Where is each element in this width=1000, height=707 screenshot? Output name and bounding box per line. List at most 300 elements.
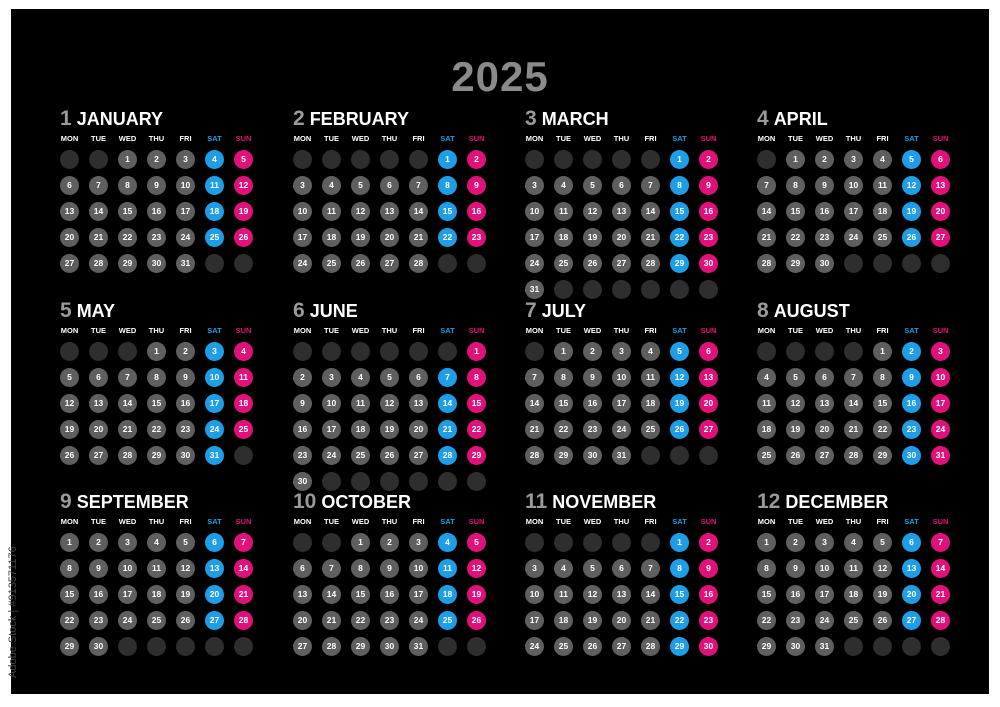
day-cell: 5 [380,368,399,387]
day-cell: 30 [147,254,166,273]
weekday-label: MON [293,134,312,143]
day-cell: 30 [89,637,108,656]
day-cell: 20 [931,202,950,221]
day-cell: 15 [873,394,892,413]
day-cell: 6 [205,533,224,552]
month-number: 7 [525,299,537,322]
day-cell: 5 [873,533,892,552]
month-number: 9 [60,490,72,513]
empty-day-dot [815,342,834,361]
month-header [293,490,411,516]
day-cell: 27 [612,254,631,273]
day-cell: 19 [380,420,399,439]
empty-day-dot [641,533,660,552]
day-cell: 31 [409,637,428,656]
day-cell: 3 [322,368,341,387]
day-cell: 11 [844,559,863,578]
month-name: FEBRUARY [309,109,410,129]
day-cell: 27 [815,446,834,465]
day-cell: 10 [176,176,195,195]
day-cell: 13 [205,559,224,578]
weekday-label: FRI [412,326,425,335]
weekday-label: WED [118,326,137,335]
day-cell: 7 [757,176,776,195]
empty-day-dot [525,150,544,169]
day-cell: 13 [380,202,399,221]
day-cell: 28 [118,446,137,465]
day-cell: 23 [699,228,718,247]
weekday-label: SAT [672,517,687,526]
month-january [60,107,260,287]
day-cell: 10 [844,176,863,195]
day-cell: 21 [844,420,863,439]
month-february [293,107,493,287]
day-cell: 23 [380,611,399,630]
weekday-label: WED [351,134,370,143]
day-cell: 1 [786,150,805,169]
day-cell: 24 [409,611,428,630]
weekday-label: SAT [672,326,687,335]
day-cell: 24 [844,228,863,247]
day-cell: 22 [670,611,689,630]
empty-day-dot [757,150,776,169]
day-cell: 21 [641,611,660,630]
weekday-label: THU [613,517,630,526]
day-cell: 14 [118,394,137,413]
month-september [60,490,260,670]
month-header [293,299,358,325]
day-cell: 14 [234,559,253,578]
day-cell: 4 [757,368,776,387]
day-cell: 3 [612,342,631,361]
empty-day-dot [176,637,195,656]
day-cell: 5 [583,559,602,578]
month-header [293,107,409,133]
month-name: AUGUST [773,301,850,321]
weekday-label: SAT [904,517,919,526]
day-cell: 24 [525,637,544,656]
weekday-label: TUE [324,134,339,143]
day-cell: 11 [234,368,253,387]
day-cell: 8 [554,368,573,387]
day-cell: 25 [234,420,253,439]
empty-day-dot [641,280,660,299]
day-cell: 6 [902,533,921,552]
day-cell: 25 [757,446,776,465]
day-cell: 7 [525,368,544,387]
day-cell: 20 [89,420,108,439]
weekday-label: THU [381,326,398,335]
day-cell: 20 [902,585,921,604]
day-cell: 15 [554,394,573,413]
empty-day-dot [583,533,602,552]
day-cell: 3 [931,342,950,361]
day-cell: 18 [873,202,892,221]
day-cell: 2 [786,533,805,552]
day-cell: 21 [641,228,660,247]
day-cell: 4 [322,176,341,195]
day-cell: 25 [322,254,341,273]
day-cell: 13 [902,559,921,578]
day-cell: 28 [641,254,660,273]
empty-day-dot [931,637,950,656]
weekday-label: MON [293,517,312,526]
day-cell: 22 [786,228,805,247]
empty-day-dot [351,472,370,491]
day-cell: 28 [641,637,660,656]
day-cell: 21 [118,420,137,439]
day-cell: 23 [293,446,312,465]
weekday-label: FRI [644,517,657,526]
day-cell: 31 [176,254,195,273]
day-cell: 5 [351,176,370,195]
empty-day-dot [322,342,341,361]
day-cell: 24 [322,446,341,465]
day-cell: 3 [525,176,544,195]
day-cell: 1 [670,150,689,169]
month-november [525,490,725,670]
weekday-label: SUN [932,517,949,526]
day-cell: 2 [293,368,312,387]
empty-day-dot [670,446,689,465]
day-cell: 26 [351,254,370,273]
month-december [757,490,957,670]
month-march [525,107,725,294]
day-cell: 28 [525,446,544,465]
day-cell: 12 [351,202,370,221]
day-cell: 27 [612,637,631,656]
empty-day-dot [60,150,79,169]
weekday-label: SUN [932,326,949,335]
weekday-label: TUE [788,326,803,335]
empty-day-dot [844,254,863,273]
weekday-label: THU [381,517,398,526]
day-cell: 14 [438,394,457,413]
day-cell: 28 [409,254,428,273]
day-cell: 21 [89,228,108,247]
empty-day-dot [844,637,863,656]
month-name: SEPTEMBER [76,492,189,512]
day-cell: 7 [322,559,341,578]
month-header [60,490,189,516]
day-cell: 20 [612,228,631,247]
day-cell: 5 [902,150,921,169]
day-cell: 8 [670,176,689,195]
day-cell: 5 [786,368,805,387]
month-number: 5 [60,299,72,322]
empty-day-dot [583,280,602,299]
day-cell: 1 [60,533,79,552]
month-name: JULY [541,301,587,321]
day-cell: 27 [60,254,79,273]
day-cell: 7 [641,176,660,195]
month-june [293,299,493,486]
day-cell: 2 [380,533,399,552]
day-cell: 23 [902,420,921,439]
day-cell: 6 [60,176,79,195]
day-cell: 11 [873,176,892,195]
month-header [525,107,609,133]
day-cell: 28 [844,446,863,465]
day-cell: 24 [118,611,137,630]
day-cell: 18 [147,585,166,604]
weekday-label: THU [148,326,165,335]
day-cell: 25 [205,228,224,247]
month-october [293,490,493,670]
day-cell: 22 [147,420,166,439]
empty-day-dot [554,533,573,552]
day-cell: 3 [118,533,137,552]
empty-day-dot [467,637,486,656]
day-cell: 16 [89,585,108,604]
empty-day-dot [438,472,457,491]
weekday-label: FRI [179,517,192,526]
empty-day-dot [351,342,370,361]
weekday-label: SAT [440,134,455,143]
month-number: 3 [525,107,537,130]
day-cell: 1 [873,342,892,361]
day-cell: 25 [554,254,573,273]
day-cell: 9 [176,368,195,387]
day-cell: 11 [554,202,573,221]
day-cell: 20 [815,420,834,439]
day-cell: 27 [902,611,921,630]
day-cell: 8 [786,176,805,195]
empty-day-dot [438,637,457,656]
day-cell: 24 [931,420,950,439]
day-cell: 22 [118,228,137,247]
day-cell: 30 [293,472,312,491]
empty-day-dot [873,254,892,273]
month-name: APRIL [773,109,828,129]
empty-day-dot [147,637,166,656]
day-cell: 4 [641,342,660,361]
day-cell: 18 [844,585,863,604]
weekday-label: SUN [235,326,252,335]
day-cell: 29 [554,446,573,465]
day-cell: 1 [670,533,689,552]
day-cell: 30 [699,637,718,656]
day-cell: 27 [205,611,224,630]
day-cell: 18 [641,394,660,413]
day-cell: 27 [293,637,312,656]
day-cell: 9 [815,176,834,195]
day-cell: 19 [176,585,195,604]
day-cell: 26 [583,254,602,273]
day-cell: 23 [815,228,834,247]
day-cell: 18 [234,394,253,413]
empty-day-dot [902,254,921,273]
weekday-label: MON [525,134,544,143]
day-cell: 19 [467,585,486,604]
day-cell: 7 [234,533,253,552]
weekday-label: THU [845,326,862,335]
day-cell: 27 [699,420,718,439]
day-cell: 6 [612,559,631,578]
day-cell: 18 [554,611,573,630]
day-cell: 10 [525,585,544,604]
day-cell: 25 [873,228,892,247]
day-cell: 12 [380,394,399,413]
day-cell: 9 [786,559,805,578]
weekday-label: SAT [207,517,222,526]
day-cell: 30 [815,254,834,273]
day-cell: 25 [438,611,457,630]
day-cell: 16 [293,420,312,439]
day-cell: 8 [118,176,137,195]
empty-day-dot [118,637,137,656]
day-cell: 21 [322,611,341,630]
month-name: JUNE [309,301,358,321]
day-cell: 13 [612,585,631,604]
day-cell: 29 [118,254,137,273]
weekday-label: SAT [207,326,222,335]
day-cell: 25 [641,420,660,439]
day-cell: 3 [844,150,863,169]
day-cell: 17 [525,611,544,630]
day-cell: 6 [380,176,399,195]
day-cell: 9 [89,559,108,578]
day-cell: 17 [293,228,312,247]
empty-day-dot [380,342,399,361]
day-cell: 21 [234,585,253,604]
stock-credit: Adobe Stock | #913571176 [7,546,19,678]
day-cell: 23 [699,611,718,630]
day-cell: 26 [467,611,486,630]
weekday-label: FRI [412,134,425,143]
day-cell: 9 [902,368,921,387]
day-cell: 30 [380,637,399,656]
day-cell: 26 [873,611,892,630]
weekday-label: THU [845,134,862,143]
day-cell: 24 [612,420,631,439]
day-cell: 1 [757,533,776,552]
day-cell: 28 [757,254,776,273]
day-cell: 7 [641,559,660,578]
month-header [757,490,888,516]
day-cell: 17 [205,394,224,413]
day-cell: 4 [554,559,573,578]
day-cell: 31 [205,446,224,465]
day-cell: 26 [380,446,399,465]
empty-day-dot [902,637,921,656]
day-cell: 14 [844,394,863,413]
day-cell: 10 [815,559,834,578]
day-cell: 2 [147,150,166,169]
day-cell: 2 [583,342,602,361]
weekday-label: WED [815,326,834,335]
day-cell: 7 [409,176,428,195]
empty-day-dot [60,342,79,361]
day-cell: 6 [699,342,718,361]
empty-day-dot [293,150,312,169]
empty-day-dot [641,446,660,465]
day-cell: 29 [351,637,370,656]
day-cell: 15 [467,394,486,413]
day-cell: 5 [234,150,253,169]
day-cell: 29 [60,637,79,656]
weekday-label: TUE [324,517,339,526]
day-cell: 11 [757,394,776,413]
day-cell: 28 [322,637,341,656]
month-may [60,299,260,479]
day-cell: 27 [380,254,399,273]
empty-day-dot [438,342,457,361]
day-cell: 21 [409,228,428,247]
day-cell: 22 [351,611,370,630]
empty-day-dot [786,342,805,361]
weekday-label: FRI [876,326,889,335]
day-cell: 4 [351,368,370,387]
day-cell: 23 [147,228,166,247]
weekday-label: WED [815,517,834,526]
day-cell: 19 [583,611,602,630]
day-cell: 16 [380,585,399,604]
day-cell: 19 [786,420,805,439]
day-cell: 11 [351,394,370,413]
month-number: 6 [293,299,305,322]
day-cell: 8 [60,559,79,578]
weekday-label: SUN [700,517,717,526]
empty-day-dot [699,446,718,465]
empty-day-dot [670,280,689,299]
day-cell: 2 [699,533,718,552]
day-cell: 4 [873,150,892,169]
day-cell: 11 [205,176,224,195]
month-header [525,490,656,516]
month-number: 8 [757,299,769,322]
empty-day-dot [409,342,428,361]
weekday-label: SAT [440,517,455,526]
weekday-label: FRI [412,517,425,526]
day-cell: 6 [612,176,631,195]
day-cell: 20 [205,585,224,604]
day-cell: 10 [118,559,137,578]
day-cell: 19 [873,585,892,604]
day-cell: 21 [438,420,457,439]
weekday-label: THU [148,134,165,143]
weekday-label: SUN [468,134,485,143]
empty-day-dot [89,342,108,361]
day-cell: 17 [815,585,834,604]
empty-day-dot [554,150,573,169]
day-cell: 16 [147,202,166,221]
day-cell: 6 [293,559,312,578]
day-cell: 8 [757,559,776,578]
weekday-label: WED [583,517,602,526]
day-cell: 26 [786,446,805,465]
day-cell: 10 [205,368,224,387]
day-cell: 22 [438,228,457,247]
empty-day-dot [844,342,863,361]
day-cell: 7 [89,176,108,195]
month-number: 11 [525,490,548,513]
empty-day-dot [322,533,341,552]
day-cell: 26 [234,228,253,247]
weekday-label: WED [118,517,137,526]
day-cell: 4 [234,342,253,361]
day-cell: 6 [931,150,950,169]
day-cell: 13 [409,394,428,413]
weekday-label: MON [60,517,79,526]
day-cell: 14 [931,559,950,578]
day-cell: 22 [670,228,689,247]
day-cell: 11 [641,368,660,387]
weekday-label: FRI [876,134,889,143]
day-cell: 15 [351,585,370,604]
day-cell: 31 [931,446,950,465]
day-cell: 20 [60,228,79,247]
